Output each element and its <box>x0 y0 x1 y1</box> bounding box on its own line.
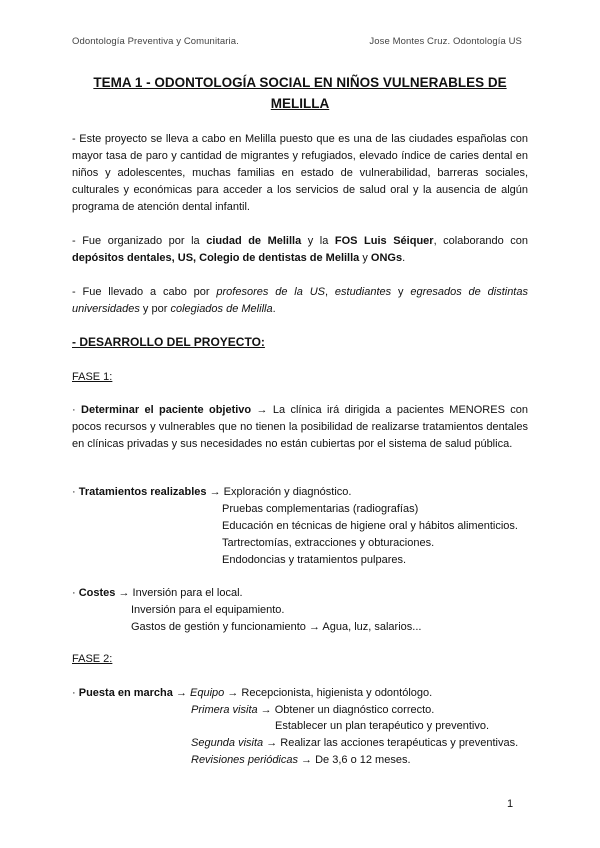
intro-paragraph-3: - Fue llevado a cabo por profesores de la US, estudiantes y egresados de distintas universidades y por colegiados de Melilla. <box>72 286 528 315</box>
tratamiento-item: Pruebas complementarias (radiografías) <box>222 503 419 515</box>
tratamiento-item: Educación en técnicas de higiene oral y hábitos alimenticios. <box>222 520 518 532</box>
costes-line: · Costes → Inversión para el local. <box>72 587 243 599</box>
tratamiento-item: Endodoncias y tratamientos pulpares. <box>222 554 407 566</box>
page-title <box>72 72 528 114</box>
primera-visita-line: Primera visita → Obtener un diagnóstico correcto. <box>191 704 435 716</box>
section-heading-desarrollo: - DESARROLLO DEL PROYECTO: <box>72 335 265 349</box>
coste-item: Gastos de gestión y funcionamiento → Agua, luz, salarios... <box>131 621 422 633</box>
tratamientos-line: · Tratamientos realizables → Exploración y diagnóstico. <box>72 486 352 498</box>
coste-item: Inversión para el equipamiento. <box>131 604 285 616</box>
primera-visita-line-2: Establecer un plan terapéutico y preventivo. <box>275 720 490 732</box>
header-left: Odontología Preventiva y Comunitaria. <box>72 36 239 47</box>
fase-2-label: FASE 2: <box>72 653 113 665</box>
paciente-objetivo-paragraph: · Determinar el paciente objetivo → La clínica irá dirigida a pacientes MENORES con pocos recursos y vulnerables que no tienen la posibilidad de realizarse tratamientos dentales en clínicas privadas y sus necesidades no están cubiertas por el sistema de salud pública. <box>72 404 529 450</box>
revisiones-periodicas-line: Revisiones periódicas → De 3,6 o 12 meses. <box>191 754 411 766</box>
tratamiento-item: Exploración y diagnóstico. <box>223 486 352 498</box>
page-number: 1 <box>507 798 514 810</box>
title-line-1: TEMA 1 - ODONTOLOGÍA SOCIAL EN NIÑOS VULNERABLES DE <box>93 75 507 90</box>
header-right: Jose Montes Cruz. Odontología US <box>369 36 522 47</box>
title-line-2: MELILLA <box>270 96 330 111</box>
intro-paragraph-2: - Fue organizado por la ciudad de Melilla y la FOS Luis Séiquer, colaborando con depósitos dentales, US, Colegio de dentistas de Melilla y ONGs. <box>72 235 528 264</box>
coste-item: Inversión para el local. <box>132 587 243 599</box>
fase-1-label: FASE 1: <box>72 371 113 383</box>
puesta-en-marcha-line: · Puesta en marcha → Equipo → Recepcionista, higienista y odontólogo. <box>72 687 433 699</box>
segunda-visita-line: Segunda visita → Realizar las acciones terapéuticas y preventivas. <box>191 737 519 749</box>
tratamiento-item: Tartrectomías, extracciones y obturaciones. <box>222 537 435 549</box>
intro-paragraph-1: - Este proyecto se lleva a cabo en Melilla puesto que es una de las ciudades españolas con mayor tasa de paro y cantidad de migrantes y refugiados, elevado índice de caries dental en niños y adolescentes, muchas familias en estado de vulnerabilidad, barreras sociales, culturales y económicas para acceder a los servicios de salud oral y la ausencia de algún programa de atención dental infantil. <box>72 133 528 213</box>
